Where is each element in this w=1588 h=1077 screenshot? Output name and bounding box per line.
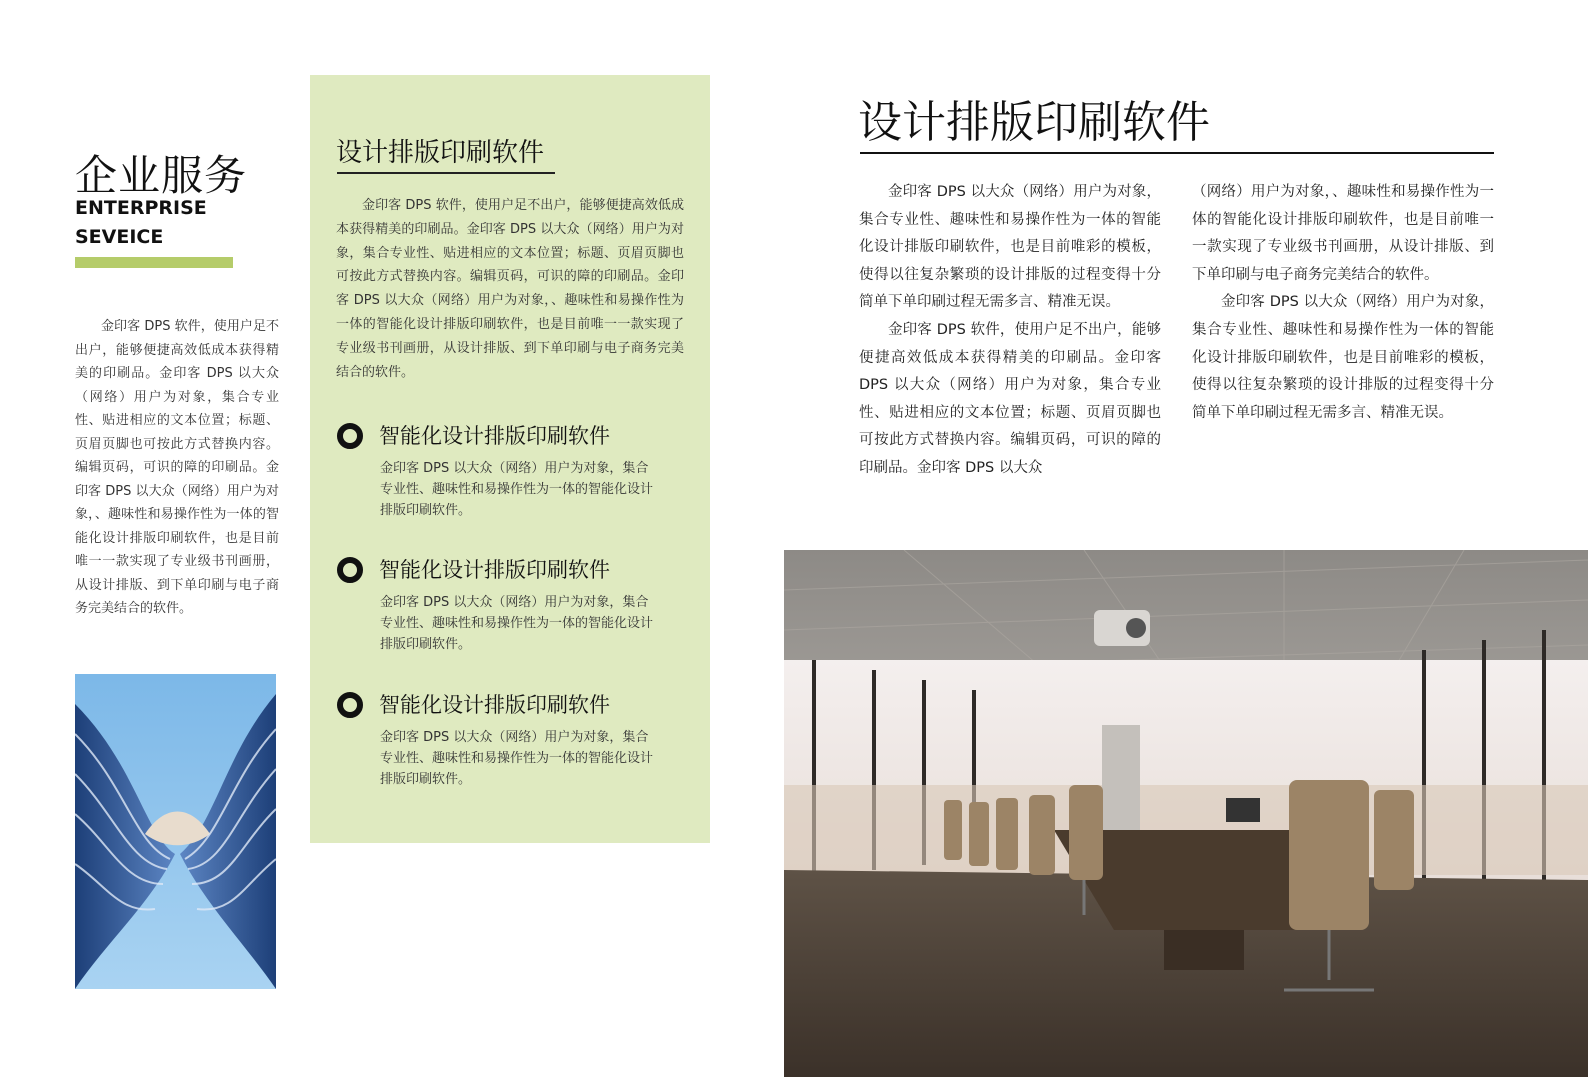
architecture-photo-graphic [75, 674, 276, 989]
right-col1-paragraph-2: 金印客 DPS 软件，使用户足不出户，能够便捷高效低成本获得精美的印刷品。金印客 DPS 以大众（网络）用户为对象，集合专业性、贴进相应的文本位置；标题、页眉页脚也可按此方式替换内容。编辑页码，可识的障的印刷品。金印客 DPS 以大众 [859, 321, 1161, 476]
feature-title-1: 智能化设计排版印刷软件 [379, 424, 610, 448]
right-text-column-1 [859, 179, 1161, 483]
accent-bar [75, 257, 233, 268]
feature-desc-2: 金印客 DPS 以大众（网络）用户为对象，集合专业性、趣味性和易操作性为一体的智能化设计排版印刷软件。 [380, 595, 654, 652]
ring-bullet-icon [337, 423, 363, 449]
feature-title-2: 智能化设计排版印刷软件 [379, 558, 610, 582]
feature-desc-1: 金印客 DPS 以大众（网络）用户为对象，集合专业性、趣味性和易操作性为一体的智能化设计排版印刷软件。 [380, 461, 654, 518]
right-col1-paragraph-1: 金印客 DPS 以大众（网络）用户为对象，集合专业性、趣味性和易操作性为一体的智能化设计排版印刷软件，也是目前唯彩的模板，使得以往复杂繁琐的设计排版的过程变得十分简单下单印刷过程无需多言、精准无误。 [859, 184, 1161, 311]
right-title-rule [860, 152, 1494, 154]
feature-desc-3: 金印客 DPS 以大众（网络）用户为对象，集合专业性、趣味性和易操作性为一体的智能化设计排版印刷软件。 [380, 730, 654, 787]
right-text-column-2 [1192, 179, 1494, 427]
ring-bullet-icon [337, 692, 363, 718]
left-subtitle-line2: SEVEICE [75, 226, 164, 248]
left-title: 企业服务 [75, 151, 248, 200]
right-title: 设计排版印刷软件 [858, 97, 1210, 148]
middle-body-text: 金印客 DPS 软件，使用户足不出户，能够便捷高效低成本获得精美的印刷品。金印客 DPS 以大众（网络）用户为对象，集合专业性、贴进相应的文本位置；标题、页眉页脚也可按此方式替换内容。编辑页码，可识的障的印刷品。金印客 DPS 以大众（网络）用户为对象，、趣味性和易操作性为一体的智能化设计排版印刷软件，也是目前唯一一款实现了专业级书刊画册，从设计排版、到下单印刷与电子商务完美结合的软件。 [336, 198, 684, 380]
left-subtitle-line1: ENTERPRISE [75, 197, 207, 219]
right-col2-paragraph-2: 金印客 DPS 以大众（网络）用户为对象，集合专业性、趣味性和易操作性为一体的智能化设计排版印刷软件，也是目前唯彩的模板，使得以往复杂繁琐的设计排版的过程变得十分简单下单印刷过程无需多言、精准无误。 [1192, 294, 1494, 421]
middle-title-underline [337, 172, 555, 174]
conference-room-graphic [784, 550, 1588, 1077]
feature-title-3: 智能化设计排版印刷软件 [379, 693, 610, 717]
architecture-photo [75, 674, 276, 989]
conference-room-photo [784, 550, 1588, 1077]
ring-bullet-icon [337, 557, 363, 583]
right-col2-paragraph-1: （网络）用户为对象，、趣味性和易操作性为一体的智能化设计排版印刷软件，也是目前唯一一款实现了专业级书刊画册，从设计排版、到下单印刷与电子商务完美结合的软件。 [1192, 184, 1494, 283]
left-body-text: 金印客 DPS 软件，使用户足不出户，能够便捷高效低成本获得精美的印刷品。金印客 DPS 以大众（网络）用户为对象，集合专业性、贴进相应的文本位置；标题、页眉页脚也可按此方式替换内容。编辑页码，可识的障的印刷品。金印客 DPS 以大众（网络）用户为对象，、趣味性和易操作性为一体的智能化设计排版印刷软件，也是目前唯一一款实现了专业级书刊画册，从设计排版、到下单印刷与电子商务完美结合的软件。 [75, 319, 279, 616]
middle-title: 设计排版印刷软件 [336, 138, 545, 168]
